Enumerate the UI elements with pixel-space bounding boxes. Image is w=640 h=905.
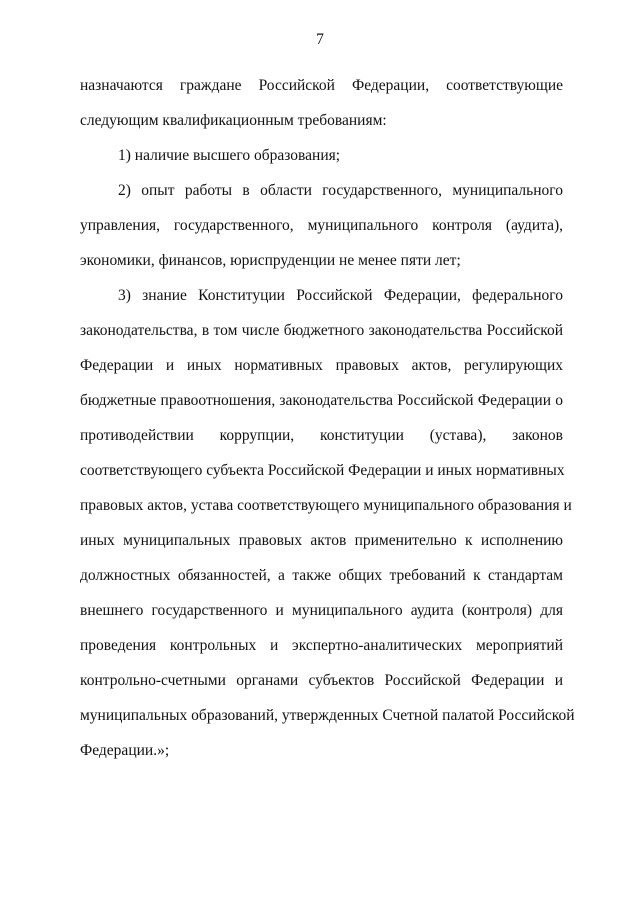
text-line: Федерации и иных нормативных правовых актов, регулирующих [80, 357, 563, 374]
page-number: 7 [316, 31, 324, 48]
list-item-1: 1) наличие высшего образования; [118, 147, 341, 164]
text-line: муниципальных образований, утвержденных Счетной палатой Российской [80, 707, 575, 724]
text-line: иных муниципальных правовых актов применительно к исполнению [80, 532, 563, 549]
text-line: экономики, финансов, юриспруденции не менее пяти лет; [80, 252, 461, 269]
text-line: следующим квалификационным требованиям: [80, 112, 387, 129]
list-item-2: 2) опыт работы в области государственного, муниципального [118, 182, 563, 199]
text-line: правовых актов, устава соответствующего муниципального образования и [80, 497, 572, 514]
text-line: противодействии коррупции, конституции (устава), законов [80, 427, 563, 444]
text-line: внешнего государственного и муниципального аудита (контроля) для [80, 602, 563, 619]
text-line: бюджетные правоотношения, законодательства Российской Федерации о [80, 392, 563, 409]
text-line: контрольно-счетными органами субъектов Российской Федерации и [80, 672, 563, 689]
text-line: должностных обязанностей, а также общих требований к стандартам [80, 567, 563, 584]
text-line: управления, государственного, муниципального контроля (аудита), [80, 217, 563, 234]
text-line: законодательства, в том числе бюджетного законодательства Российской [80, 322, 563, 339]
text-line: соответствующего субъекта Российской Федерации и иных нормативных [80, 462, 565, 479]
text-line: Федерации.»; [80, 742, 170, 759]
text-line: назначаются граждане Российской Федерации, соответствующие [80, 77, 563, 94]
list-item-3: 3) знание Конституции Российской Федерации, федерального [118, 287, 563, 304]
text-line: проведения контрольных и экспертно-аналитических мероприятий [80, 637, 563, 654]
